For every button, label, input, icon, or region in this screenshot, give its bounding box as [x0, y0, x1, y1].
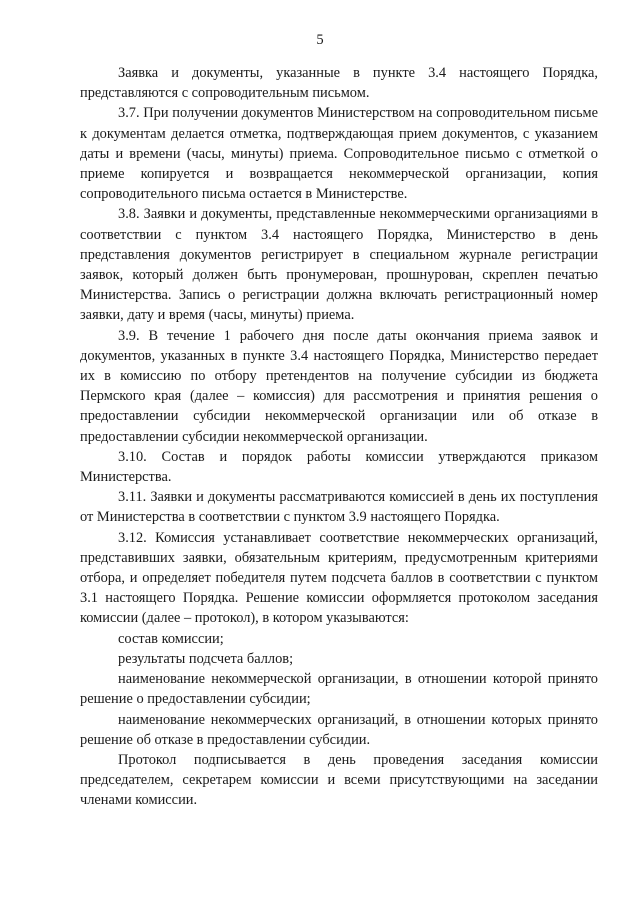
- paragraph-3-12: 3.12. Комиссия устанавливает соответствие некоммерческих организаций, представивших заявки, обязательным критериям, предусмотренным критериями отбора, и определяет победителя путем подсчета баллов в соответствии с пунктом 3.1 настоящего Порядка. Решение комиссии оформляется протоколом заседания комиссии (далее – протокол), в котором указываются:: [80, 529, 598, 627]
- paragraph-intro: Заявка и документы, указанные в пункте 3.4 настоящего Порядка, представляются с сопроводительным письмом.: [80, 65, 598, 102]
- page-number: 5: [316, 32, 324, 48]
- paragraph-3-9: 3.9. В течение 1 рабочего дня после даты окончания приема заявок и документов, указанных в пункте 3.4 настоящего Порядка, Министерство передает их в комиссию по отбору претендентов на получение субсидии из бюджета Пермского края (далее – комиссия) для рассмотрения и принятия решения о предоставлении субсидии некоммерческой организации или об отказе в предоставлении субсидии некоммерческой организации.: [80, 327, 598, 445]
- document-body: [80, 63, 598, 811]
- paragraph-3-10: 3.10. Состав и порядок работы комиссии утверждаются приказом Министерства.: [80, 448, 598, 486]
- paragraph-3-11: 3.11. Заявки и документы рассматриваются комиссией в день их поступления от Министерства в соответствии с пунктом 3.9 настоящего Порядка.: [80, 489, 598, 526]
- paragraph-protocol-signing: Протокол подписывается в день проведения заседания комиссии председателем, секретарем комиссии и всеми присутствующими на заседании членами комиссии.: [80, 751, 598, 809]
- list-item-rejected-organizations: наименование некоммерческих организаций, в отношении которых принято решение об отказе в предоставлении субсидии.: [80, 711, 598, 748]
- list-item-score-results: результаты подсчета баллов;: [118, 650, 294, 667]
- list-item-commission-composition: состав комиссии;: [118, 630, 224, 647]
- paragraph-3-7: 3.7. При получении документов Министерством на сопроводительном письме к документам делается отметка, подтверждающая прием документов, с указанием даты и времени (часы, минуты) приема. Сопроводительное письмо с отметкой о приеме копируется и возвращается некоммерческой организации, копия сопроводительного письма остается в Министерстве.: [80, 105, 598, 203]
- list-item-approved-organization: наименование некоммерческой организации, в отношении которой принято решение о предоставлении субсидии;: [80, 671, 598, 708]
- paragraph-3-8: 3.8. Заявки и документы, представленные некоммерческими организациями в соответствии с пунктом 3.4 настоящего Порядка, Министерство в день представления документов регистрирует в специальном журнале регистрации заявок, который должен быть пронумерован, прошнурован, скреплен печатью Министерства. Запись о регистрации должна включать регистрационный номер заявки, дату и время (часы, минуты) приема.: [80, 206, 598, 324]
